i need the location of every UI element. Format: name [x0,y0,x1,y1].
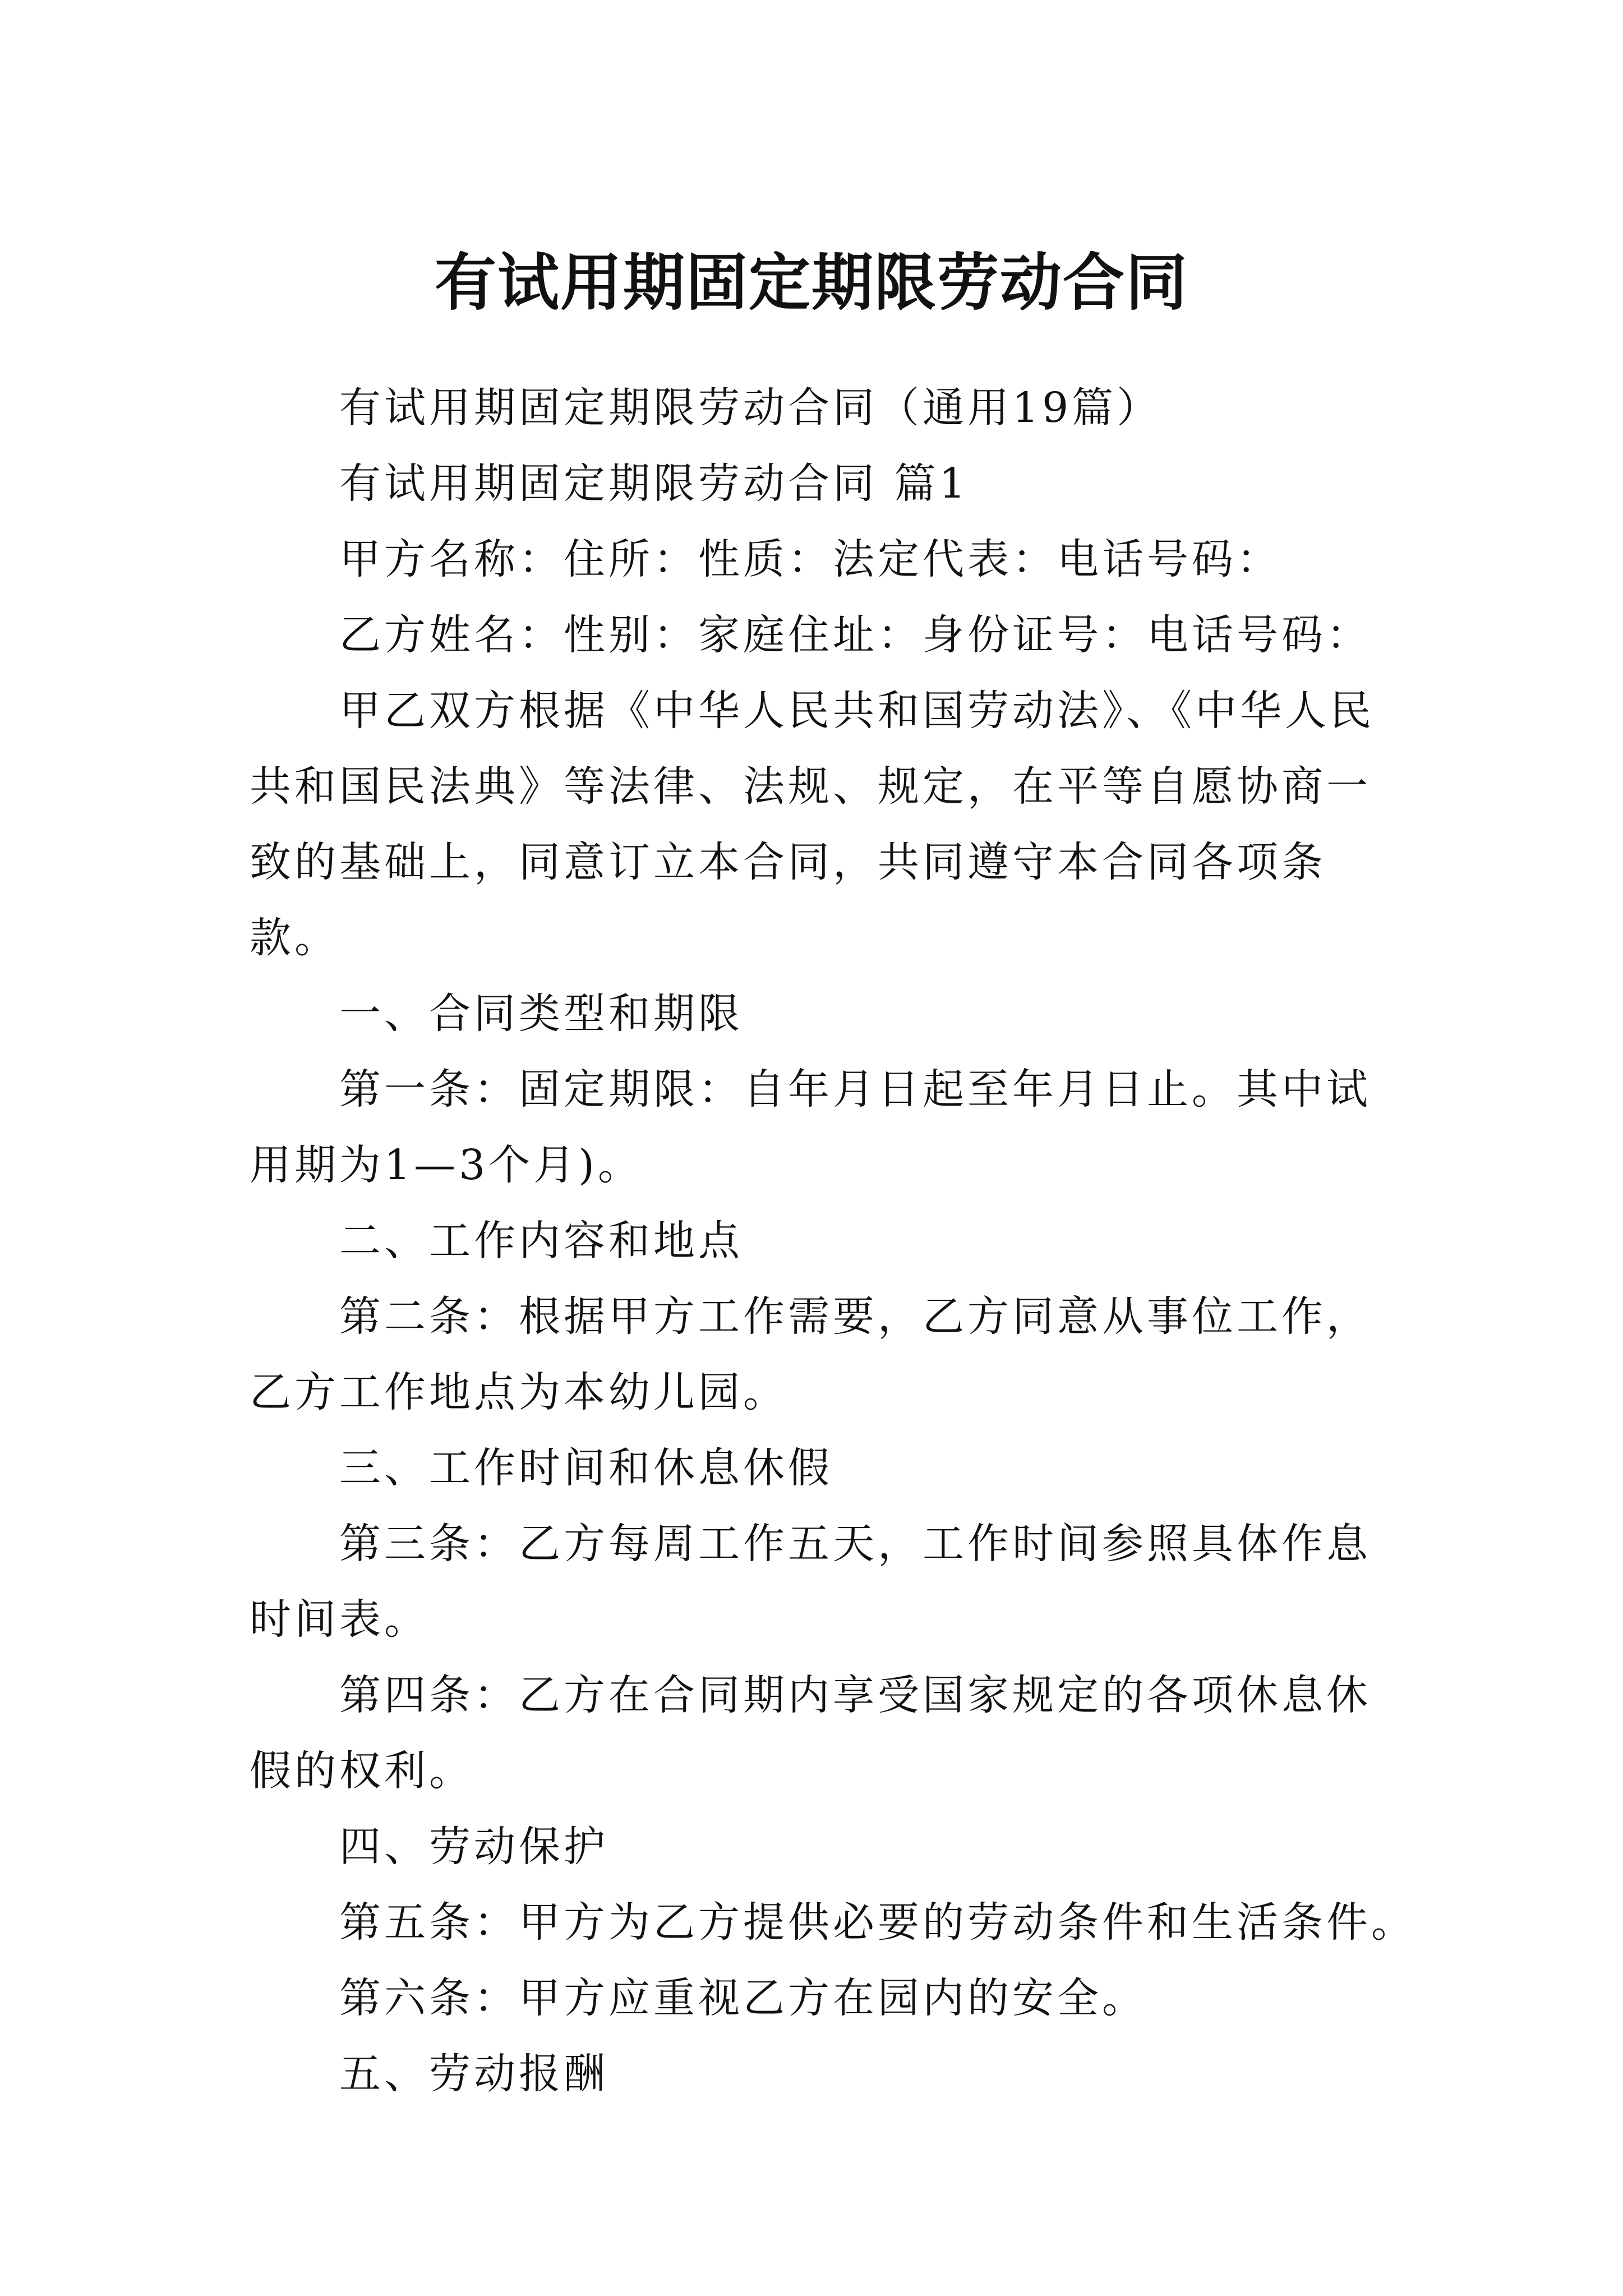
document-body [250,370,1416,2112]
document-title: 有试用期固定期限劳动合同 [435,246,1188,319]
paragraph-party-a: 甲方名称：住所：性质：法定代表：电话号码： [339,535,1281,583]
paragraph-party-b: 乙方姓名：性别：家庭住址：身份证号：电话号码： [339,611,1371,659]
paragraph-section-title: 有试用期固定期限劳动合同 篇1 [339,459,969,508]
heading-work-hours: 三、工作时间和休息休假 [339,1444,833,1492]
clause-6: 第六条：甲方应重视乙方在园内的安全。 [339,1974,1147,2022]
clause-5: 第五条：甲方为乙方提供必要的劳动条件和生活条件。 [339,1898,1416,1947]
clause-1: 第一条：固定期限：自年月日起至年月日止。其中试用期为1—3个月)。 [250,1065,1371,1189]
clause-3: 第三条：乙方每周工作五天，工作时间参照具体作息时间表。 [250,1520,1371,1644]
clause-2: 第二条：根据甲方工作需要，乙方同意从事位工作，乙方工作地点为本幼儿园。 [250,1292,1371,1416]
clause-4: 第四条：乙方在合同期内享受国家规定的各项休息休假的权利。 [250,1671,1371,1795]
heading-contract-type: 一、合同类型和期限 [339,990,743,1038]
heading-work-content: 二、工作内容和地点 [339,1217,743,1265]
paragraph-subtitle: 有试用期固定期限劳动合同（通用19篇） [339,384,1162,432]
paragraph-preamble: 甲乙双方根据《中华人民共和国劳动法》、《中华人民共和国民法典》等法律、法规、规定，在平等自愿协商一致的基础上，同意订立本合同，共同遵守本合同各项条款。 [250,687,1375,962]
heading-labor-protection: 四、劳动保护 [339,1823,608,1871]
heading-remuneration: 五、劳动报酬 [339,2050,608,2098]
